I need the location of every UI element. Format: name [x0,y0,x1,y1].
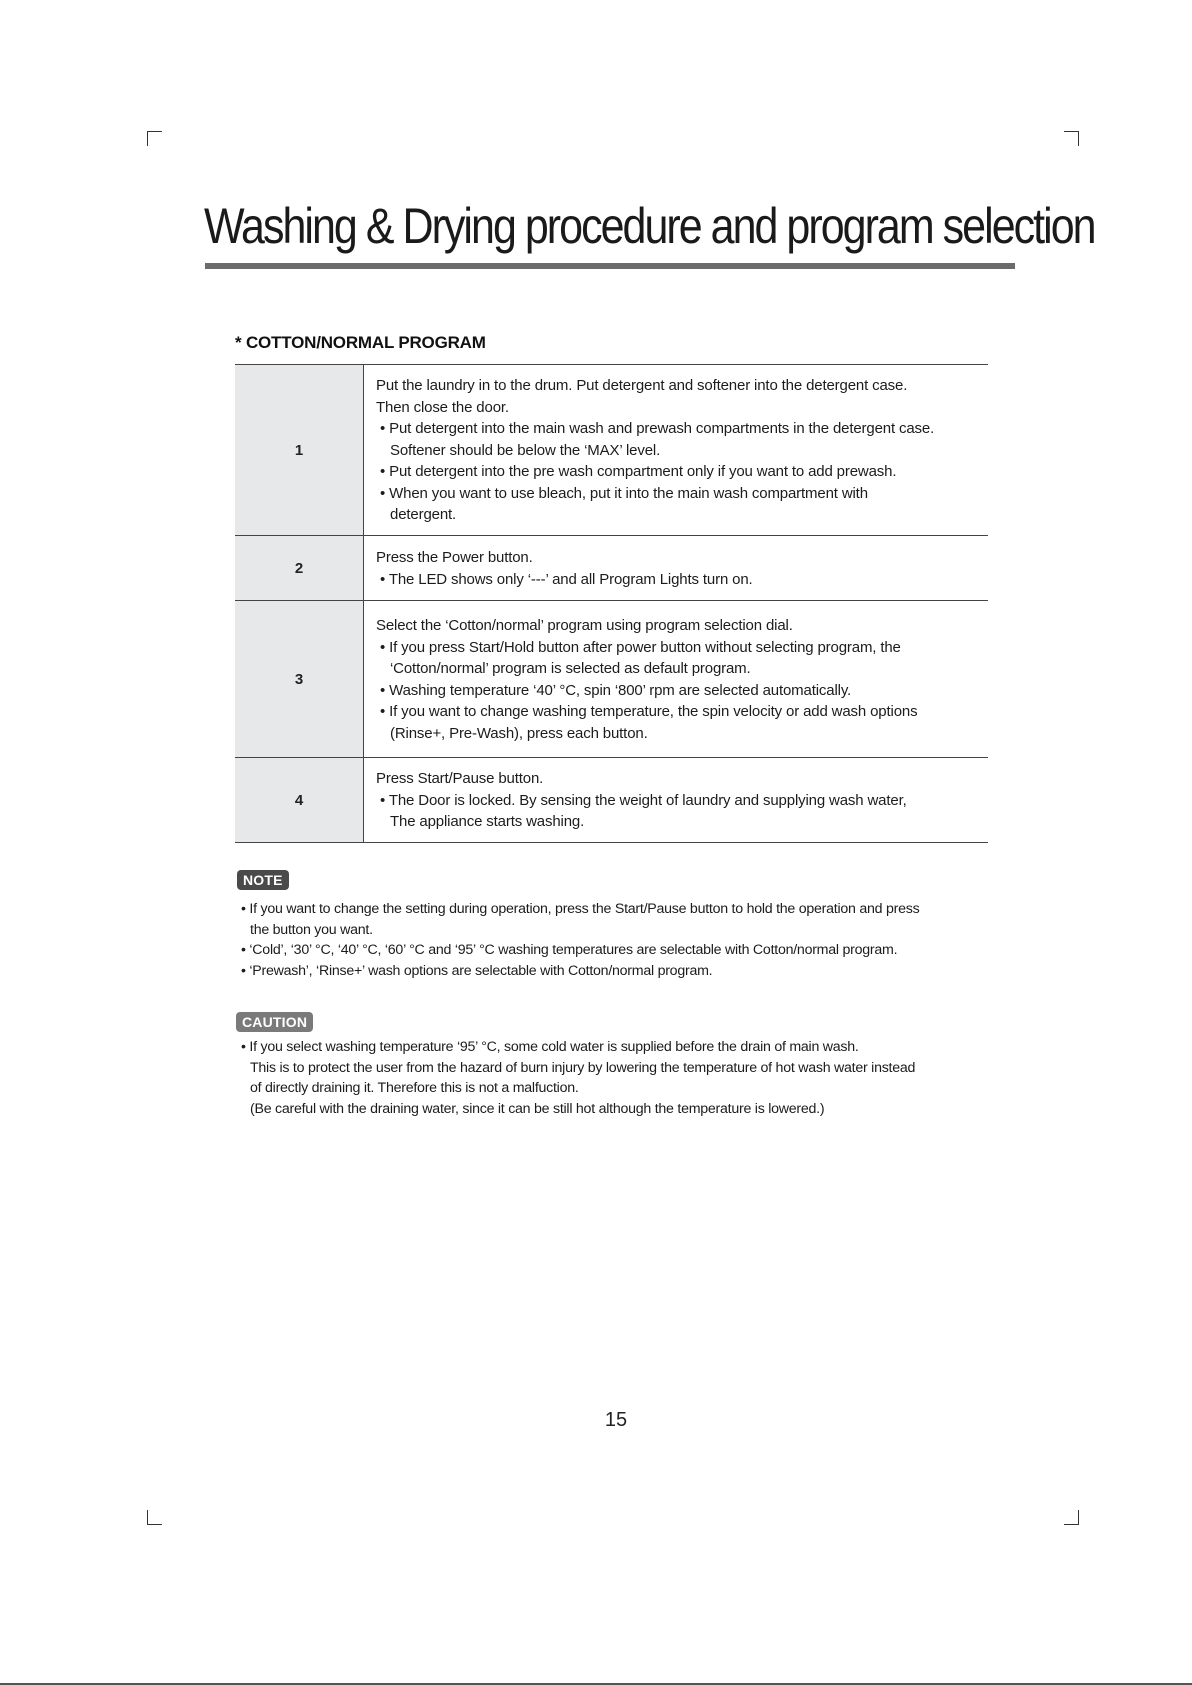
step-description [364,758,989,843]
step-text-line: Press Start/Pause button. [376,770,544,788]
step-number: 1 [235,365,364,536]
step-description [364,601,989,758]
step-bullet-continuation: The appliance starts washing. [390,813,585,831]
note-item: • ‘Cold’, ‘30’ °C, ‘40’ °C, ‘60’ °C and ‘95’ °C washing temperatures are selectable with Cotton/normal program. [241,942,898,958]
step-bullet-continuation: (Rinse+, Pre-Wash), press each button. [390,724,648,742]
step-text-line: Then close the door. [376,398,509,416]
step-bullet: • Put detergent into the main wash and prewash compartments in the detergent case. [380,420,935,438]
step-bullet: • The LED shows only ‘---’ and all Program Lights turn on. [380,570,753,588]
step-row [235,601,988,758]
step-bullet: • Put detergent into the pre wash compartment only if you want to add prewash. [380,463,897,481]
page-title: Washing & Drying procedure and program selection [204,198,1095,254]
title-underline [205,263,1015,269]
step-text-line: Put the laundry in to the drum. Put detergent and softener into the detergent case. [376,377,908,395]
step-number: 4 [235,758,364,843]
crop-mark-bottom-left [147,1510,162,1525]
step-bullet: • If you press Start/Hold button after power button without selecting program, the [380,638,901,656]
crop-mark-top-right [1064,131,1079,146]
caution-item-continuation: (Be careful with the draining water, since it can be still hot although the temperature is lowered.) [250,1100,825,1117]
step-bullet-continuation: ‘Cotton/normal’ program is selected as default program. [390,660,751,677]
page-number: 15 [604,1409,628,1431]
caution-item: • If you select washing temperature ‘95’ °C, some cold water is supplied before the drain of main wash. [241,1039,859,1055]
note-list [241,899,919,981]
step-bullet: • When you want to use bleach, put it into the main wash compartment with [380,484,868,502]
note-badge: NOTE [237,870,289,890]
step-number: 3 [235,601,364,758]
caution-badge: CAUTION [236,1012,313,1032]
step-bullet: • The Door is locked. By sensing the weight of laundry and supplying wash water, [380,791,907,809]
step-text-line: Select the ‘Cotton/normal’ program using program selection dial. [376,617,793,634]
step-bullet: • Washing temperature ‘40’ °C, spin ‘800’ rpm are selected automatically. [380,681,852,699]
step-bullet: • If you want to change washing temperature, the spin velocity or add wash options [380,703,918,720]
section-heading: * COTTON/NORMAL PROGRAM [235,333,486,352]
step-number: 2 [235,536,364,601]
step-row [235,365,988,536]
caution-item-continuation: of directly draining it. Therefore this is not a malfuction. [250,1080,579,1096]
step-bullet-continuation: Softener should be below the ‘MAX’ level. [390,441,661,459]
step-bullet-continuation: detergent. [390,506,457,524]
step-description [364,365,989,536]
step-row [235,536,988,601]
steps-table [235,364,988,843]
caution-list [241,1037,915,1119]
note-item: • If you want to change the setting during operation, press the Start/Pause button to hold the operation and press [241,901,920,917]
step-text-line: Press the Power button. [376,549,533,566]
crop-mark-top-left [147,131,162,146]
crop-mark-bottom-right [1064,1510,1079,1525]
step-row [235,758,988,843]
caution-item-continuation: This is to protect the user from the hazard of burn injury by lowering the temperature of hot wash water instead [250,1059,916,1076]
step-description [364,536,989,601]
note-item: • ‘Prewash’, ‘Rinse+’ wash options are selectable with Cotton/normal program. [241,962,713,979]
note-item-continuation: the button you want. [250,921,373,938]
